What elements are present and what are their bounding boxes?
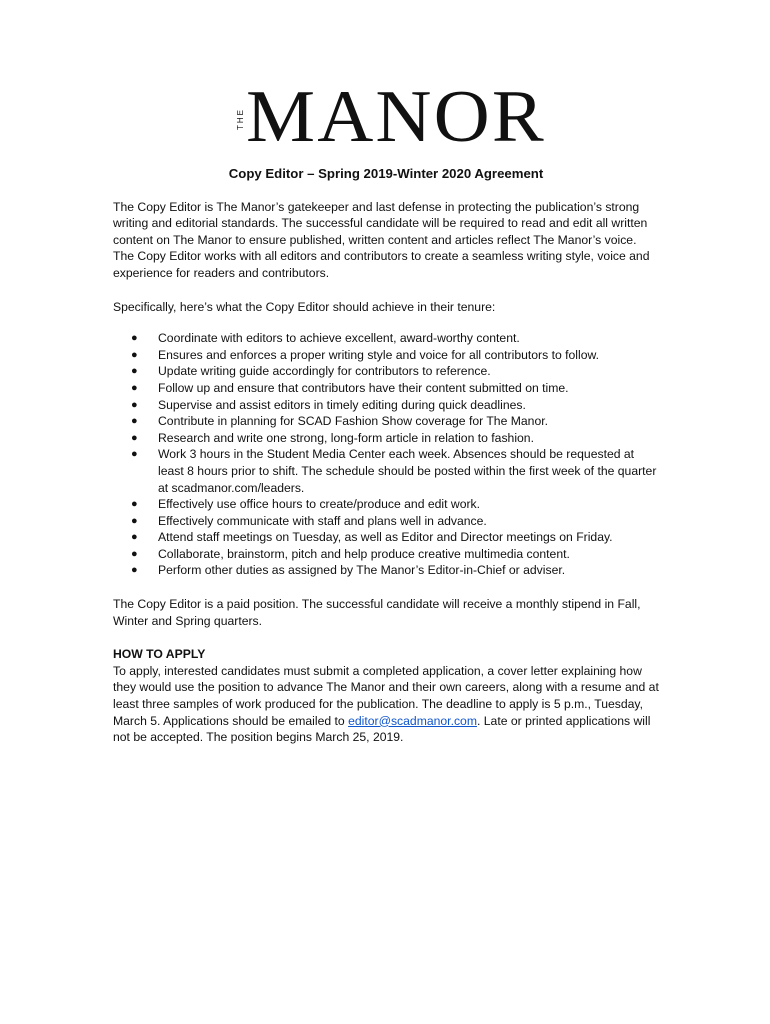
- logo-prefix: THE: [236, 108, 245, 130]
- list-item: ● Ensures and enforces a proper writing style and voice for all contributors to follow.: [131, 347, 600, 362]
- duties-lead-in: Specifically, here’s what the Copy Editor should achieve in their tenure:: [113, 299, 496, 314]
- bullet-icon: ●: [131, 547, 138, 560]
- list-item: ● Update writing guide accordingly for contributors to reference.: [131, 364, 491, 379]
- list-item: ● Work 3 hours in the Student Media Center each week. Absences should be requested at least 8 hours prior to shift. The schedule should be posted within the first week of the quarter at scadmanor.com/leaders.: [131, 447, 657, 495]
- list-item: ● Effectively use office hours to create/produce and edit work.: [131, 497, 481, 512]
- list-item: ● Follow up and ensure that contributors have their content submitted on time.: [131, 380, 569, 395]
- bullet-icon: ●: [131, 398, 138, 411]
- list-item: ● Perform other duties as assigned by The Manor’s Editor-in-Chief or adviser.: [131, 563, 566, 578]
- list-item: ● Collaborate, brainstorm, pitch and help produce creative multimedia content.: [131, 546, 570, 561]
- email-link[interactable]: editor@scadmanor.com: [348, 713, 477, 728]
- bullet-icon: ●: [131, 564, 138, 577]
- intro-paragraph: The Copy Editor is The Manor’s gatekeeper and last defense in protecting the publication’s strong writing and editorial standards. The successful candidate will be required to read and edit all written content on The Manor to ensure published, written content and articles reflect The Manor’s voice. The Copy Editor works with all editors and contributors to create a seamless writing style, voice and experience for readers and contributors.: [113, 199, 650, 280]
- bullet-icon: ●: [131, 365, 138, 378]
- bullet-icon: ●: [131, 498, 138, 511]
- list-item: ● Contribute in planning for SCAD Fashion Show coverage for The Manor.: [131, 414, 548, 429]
- list-item: ● Supervise and assist editors in timely editing during quick deadlines.: [131, 397, 526, 412]
- duties-list: [113, 330, 659, 579]
- pay-paragraph: The Copy Editor is a paid position. The successful candidate will receive a monthly stipend in Fall, Winter and Spring quarters.: [113, 597, 641, 628]
- the-manor-logo: [236, 76, 546, 158]
- document-body: [113, 166, 659, 746]
- how-to-apply-heading: HOW TO APPLY: [113, 647, 206, 662]
- logo-wordmark: MANOR: [246, 76, 546, 158]
- bullet-icon: ●: [131, 415, 138, 428]
- bullet-icon: ●: [131, 448, 138, 461]
- how-to-apply-paragraph: To apply, interested candidates must submit a completed application, a cover letter explaining how they would use the position to advance The Manor and their own careers, along with a resume and at least three samples of work produced for the publication. The deadline to apply is 5 p.m., Tuesday, March 5. Applications should be emailed to editor@scadmanor.com. Late or printed applications will not be accepted. The position begins March 25, 2019.: [113, 663, 659, 745]
- document-title: Copy Editor – Spring 2019-Winter 2020 Agreement: [228, 166, 544, 181]
- bullet-icon: ●: [131, 431, 138, 444]
- bullet-icon: ●: [131, 514, 138, 527]
- bullet-icon: ●: [131, 348, 138, 361]
- bullet-icon: ●: [131, 531, 138, 544]
- list-item: ● Coordinate with editors to achieve excellent, award-worthy content.: [131, 331, 520, 346]
- list-item: ● Effectively communicate with staff and plans well in advance.: [131, 513, 487, 528]
- list-item: ● Attend staff meetings on Tuesday, as well as Editor and Director meetings on Friday.: [131, 530, 613, 545]
- list-item: ● Research and write one strong, long-form article in relation to fashion.: [131, 430, 534, 445]
- bullet-icon: ●: [131, 332, 138, 345]
- bullet-icon: ●: [131, 381, 138, 394]
